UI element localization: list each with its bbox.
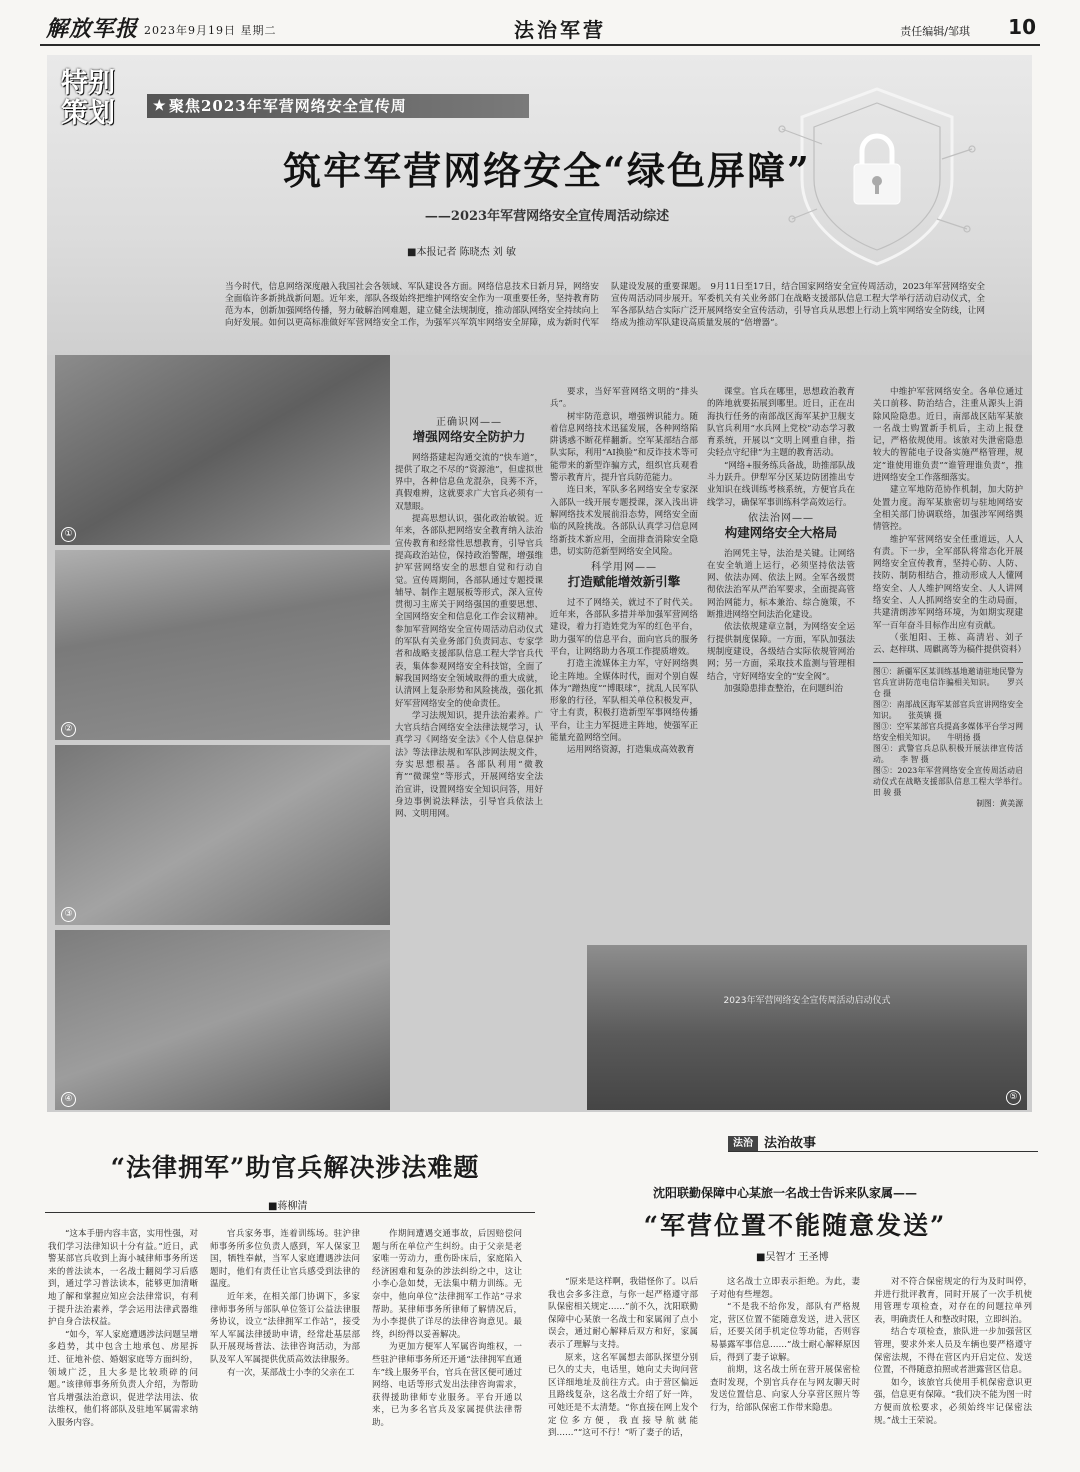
feature-hero xyxy=(47,55,1032,355)
photo-captions xyxy=(873,662,1039,809)
paragraph: 有一次，某部战士小李的父亲在工 xyxy=(227,1367,355,1378)
paragraph: “如今，军人家庭遭遇涉法问题呈增多趋势，其中包含土地承包、房屋拆迁、征地补偿、婚姻家庭等方面纠纷，领域广泛，且大多是比较琐碎的问题。”该律师事务所负责人介绍，为帮助官兵增强法治意识，促进学法用法、依法维权，他们将部队及驻地军属需求纳入服务内容。 xyxy=(48,1329,198,1428)
paragraph: 作期间遭遇交通事故，后因赔偿问题与所在单位产生纠纷。由于父亲是老家唯一劳动力，重伤卧床后，家庭陷入经济困难和复杂的涉法纠纷之中，这让小李心急如焚，无法集中精力训练。无奈中，他向单位“法律拥军工作站”寻求帮助。某律师事务所律师了解情况后，为小李提供了详尽的法律咨询意见。最终，纠纷得以妥善解决。 xyxy=(372,1229,522,1340)
issue-date: 2023年9月19日 星期二 xyxy=(144,24,277,37)
col1-heading: 增强网络安全防护力 xyxy=(412,429,526,445)
masthead xyxy=(40,14,1040,46)
paragraph: 连日来，军队多名网络安全专家深入部队一线开展专题授课，深入浅出讲解网络技术发展前沿态势，网络安全面临的风险挑战。各部队认真学习信息网络新技术新应用，全面排查消除安全隐患，切实防范新型网络安全风险。 xyxy=(550,485,698,557)
paragraph: 要求，当好军营网络文明的“排头兵”。 xyxy=(550,387,698,410)
star-icon: ★ xyxy=(153,98,167,114)
feature-column-4 xyxy=(873,386,1039,941)
photo-3 xyxy=(55,745,390,925)
paragraph: 建立军地防范协作机制，加大防护处置力度。海军某旅密切与驻地网络安全相关部门协调联络，加强涉军网络舆情管控。 xyxy=(873,485,1023,533)
editor-credit: 责任编辑/邹琪 xyxy=(900,25,970,38)
column-tag-label: 法治故事 xyxy=(764,1136,817,1151)
paragraph: 前期，这名战士所在营开展保密检查时发现，个别官兵存在与网友聊天时发送位置信息、向家人分享营区照片等行为，给部队保密工作带来隐患。 xyxy=(710,1365,860,1413)
paragraph: 树牢防范意识，增强辨识能力。随着信息网络技术迅猛发展，各种网络陷阱诱惑不断花样翻新。空军某部结合部队实际，利用“AI换脸”和反诈技术等可能带来的新型诈骗方式，组织官兵观看警示教育片，提升官兵防范能力。 xyxy=(550,411,698,484)
paragraph: 打造主流媒体主力军，守好网络舆论主阵地。全媒体时代，面对个别自媒体为“蹭热度”“博眼球”，扰乱人民军队形象的行径，军队相关单位积极发声，守土有责，积极打造新型军事网络传播平台，让主力军挺进主阵地，使强军正能量充盈网络空间。 xyxy=(550,659,698,744)
feature-column-2 xyxy=(550,386,698,941)
paragraph: 过不了网络关，就过不了时代关。近年来，各部队多措并举加强军营网络建设，着力打造姓党为军的红色平台，助力强军的信息平台，面向官兵的服务平台，让网络助力各项工作提质增效。 xyxy=(550,597,698,657)
divider xyxy=(45,1212,535,1213)
page-number: 10 xyxy=(1008,15,1036,39)
acknowledgement: （张旭阳、王栋、高清岩、刘子云、赵梓琪、周麒离等为稿件提供资料） xyxy=(873,632,1027,656)
photo-number-1: ① xyxy=(61,527,76,542)
paragraph: “这本手册内容丰富，实用性强，对我们学习法律知识十分有益。”近日，武警某部官兵收到上海小城律师事务所送来的普法读本，一名战士翻阅学习后感到，通过学习普法读本，能够更加清晰地了解和掌握应知应会法律常识，有利于提升法治素养，学会运用法律武器维护自身合法权益。 xyxy=(48,1229,198,1328)
paragraph: 提高思想认识，强化政治敏锐。近年来，各部队把网络安全教育纳入法治宣传教育和经常性思想教育，引导官兵提高政治站位，保持政治警醒，增强维护军营网络安全的思想自觉和行动自觉。宣传周期间，各部队通过专题授课辅导、制作主题展板等形式，深入宣传贯彻习主席关于网络强国的重要思想、全国网络安全和信息化工作会议精神。参加军营网络安全宣传周活动启动仪式的军队有关业务部门负责同志、专家学者和战略支援部队信息工程大学官兵代表，集体参观网络安全科技馆，全面了解我国网络安全领域取得的重大成就，认清网上复杂形势和风险挑战，强化抓好军营网络安全的使命责任。 xyxy=(395,514,543,709)
paragraph: 原来，这名军属想去部队探望分别已久的丈夫，电话里，她向丈夫询问营区详细地址及前往方式。由于营区偏远且路线复杂，这名战士介绍了好一阵，可她还是不太清楚。“你直接在网上发个定位多方便，我直接导航就能到……”“这可不行！”听了妻子的话， xyxy=(548,1352,698,1439)
story-column-1 xyxy=(548,1276,698,1460)
story-byline: ■吴智才 王圣博 xyxy=(756,1252,829,1263)
caption: 图⑤：2023年军营网络安全宣传周活动启动仪式在战略支援部队信息工程大学举行。 田 骏 摄 xyxy=(873,765,1039,797)
special-feature-label: 特别 策划 xyxy=(61,68,115,129)
paragraph: “不是我不给你发，部队有严格规定，营区位置不能随意发送，进入营区后，还要关闭手机定位等功能，否则容易暴露军事信息……”战士耐心解释原因后，得到了妻子谅解。 xyxy=(710,1302,860,1363)
photo-4 xyxy=(55,930,390,1110)
paragraph: 课堂。官兵在哪里，思想政治教育的阵地就要拓展到哪里。近日，正在出海执行任务的南部战区海军某护卫舰支队官兵利用“水兵网上党校”动态学习教育系统，开展以“文明上网重自律，指尖轻点守纪律”为主题的教育活动。 xyxy=(707,387,855,459)
photo-5-stage-text: 2023年军营网络安全宣传周活动启动仪式 xyxy=(723,996,891,1006)
feature-column-1 xyxy=(395,413,543,943)
article-column-3 xyxy=(372,1228,522,1460)
article-headline: “法律拥军”助官兵解决涉法难题 xyxy=(110,1153,480,1182)
feature-column-3 xyxy=(707,386,855,941)
focus-banner-text: 聚焦2023年军营网络安全宣传周 xyxy=(169,97,407,115)
paragraph: “原来是这样啊，我错怪你了。以后我也会多多注意，与你一起严格遵守部队保密相关规定……”前不久，沈阳联勤保障中心某旅一名战士和家属闹了点小误会，通过耐心解释后双方和好，家属表示了理解与支持。 xyxy=(548,1277,698,1350)
paragraph: 学习法规知识，提升法治素养。广大官兵结合网络安全法律法规学习，认真学习《网络安全法》《个人信息保护法》等法律法规和军队涉网法规文件，夯实思想根基。各部队利用“微教育”“微课堂”等形式，开展网络安全法治宣讲，设置网络安全知识问答，用好身边事例说法释法，引导官兵依法上网、文明用网。 xyxy=(395,710,543,820)
paragraph: “网络+服务练兵备战，助推部队战斗力跃升。伊犁军分区某边防团推出专业知识在线训练考核系统，方便官兵在线学习，确保军事训练科学高效运行。 xyxy=(707,460,855,508)
feature-headline: 筑牢军营网络安全“绿色屏障” xyxy=(283,148,811,193)
feature-intro: 当今时代，信息网络深度融入我国社会各领域、军队建设各方面。网络信息技术日新月异，网络安全面临许多新挑战新问题。近年来，部队各级始终把维护网络安全作为一项重要任务，坚持教育防范为本，创新加强网络传播，努力破解治网难题，建立健全法规制度，推动部队网络安全持续向上向好发展。如何以更高标准做好军营网络安全工作，为强军兴军筑牢网络安全屏障，成为新时代军队建设发展的重要课题。 9月11日至17日，结合国家网络安全宣传周活动，2023年军营网络安全宣传周活动同步展开。军委机关有关业务部门在战略支援部队信息工程大学举行活动启动仪式，全军各部队结合实际广泛开展网络安全宣传活动，引导官兵从思想上行动上筑牢网络安全防线，让网络成为推动军队建设高质量发展的“倍增器”。 xyxy=(225,282,985,328)
story-pre-title: 沈阳联勤保障中心某旅一名战士告诉来队家属—— xyxy=(652,1186,917,1200)
photo-2 xyxy=(55,550,390,740)
article-column-2 xyxy=(210,1228,360,1460)
graphics-credit: 制图：黄美源 xyxy=(976,798,1023,808)
divider xyxy=(728,1151,1038,1152)
feature-block xyxy=(47,55,1039,1112)
paragraph: 对不符合保密规定的行为及时叫停，并进行批评教育，同时开展了一次手机使用管理专项检查，对存在的问题拉单列表，明确责任人和整改时限，立即纠治。 xyxy=(874,1277,1032,1325)
story-headline: “军营位置不能随意发送” xyxy=(643,1211,947,1240)
feature-subheadline: ——2023年军营网络安全宣传周活动综述 xyxy=(424,209,670,224)
photo-number-2: ② xyxy=(61,722,76,737)
column-tag-icon: 法治 xyxy=(728,1136,758,1152)
feature-byline: ■本报记者 陈晓杰 刘 敏 xyxy=(407,247,516,258)
paragraph: 官兵家务事，连着训练场。驻沪律师事务所多位负责人感到，军人保家卫国，牺牲奉献，当军人家庭遭遇涉法问题时，他们有责任让官兵感受到法律的温度。 xyxy=(210,1229,360,1290)
section-title: 法治军营 xyxy=(514,18,606,42)
article-column-1 xyxy=(48,1228,198,1460)
photo-1 xyxy=(55,355,390,545)
col2-heading: 打造赋能增效新引擎 xyxy=(567,574,681,590)
paragraph: 网络搭建起沟通交流的“快车道”，提供了取之不尽的“资源池”，但虚拟世界中，各种信息鱼龙混杂，良莠不齐，真假难辨，这就要求广大官兵必须有一双慧眼。 xyxy=(395,452,543,512)
photo-number-4: ④ xyxy=(61,1092,76,1107)
paragraph: 为更加方便军人军属咨询维权，一些驻沪律师事务所还开通“法律拥军直通车”线上服务平台，官兵在营区便可通过网络、电话等形式发出法律咨询需求，获得援助律师专业服务。平台开通以来，已为多名官兵及家属提供法律帮助。 xyxy=(372,1342,522,1428)
paragraph: 如今，该旅官兵使用手机保密意识更强，信息更有保障。“我们决不能为图一时方便而放松要求，必须始终牢记保密法规。”战士王荣说。 xyxy=(874,1377,1032,1426)
paragraph: 近年来，在相关部门协调下，多家律师事务所与部队单位签订公益法律服务协议，设立“法律拥军工作站”，接受军人军属法律援助申请，经常赴基层部队开展现场普法、法律咨询活动，为部队及军人军属提供优质高效法律服务。 xyxy=(210,1291,360,1365)
photo-number-5: ⑤ xyxy=(1006,1090,1021,1105)
photo-number-3: ③ xyxy=(61,907,76,922)
col1-kicker: 正确识网—— xyxy=(436,417,502,428)
article-byline: ■蒋柳清 xyxy=(268,1201,308,1212)
paragraph: 加强隐患排查整治，在问题纠治 xyxy=(724,683,844,694)
paragraph: 依法依规建章立制，为网络安全运行提供制度保障。一方面，军队加强法规制度建设，各级结合实际依规管网治网；另一方面，采取技术监测与管理相结合，守好网络安全的“安全阀”。 xyxy=(707,622,855,682)
paragraph: 治网凭主导，法治是关键。让网络在安全轨道上运行，必须坚持依法管网、依法办网、依法上网。全军各级贯彻依法治军从严治军要求，全面提高管网治网能力，标本兼治、综合施策，不断推进网络空间法治化建设。 xyxy=(707,548,855,621)
focus-banner xyxy=(147,94,529,118)
paragraph: 中维护军营网络安全。各单位通过关口前移、防治结合，注重从源头上消除风险隐患。近日，南部战区陆军某旅一名战士购置新手机后，主动上报登记，严格依规使用。该旅对失泄密隐患较大的智能电子设备实施严格管理，规定“谁使用谁负责”“谁管理谁负责”，推进网络安全工作落细落实。 xyxy=(873,387,1023,484)
story-column-3 xyxy=(874,1276,1032,1460)
caption: 图②：南部战区海军某部官兵宣讲网络安全知识。 张英镇 摄 xyxy=(873,699,1023,720)
caption: 图④：武警官兵总队积极开展法律宣传活动。 李 智 摄 xyxy=(873,743,1023,764)
col2-kicker: 科学用网—— xyxy=(591,562,657,574)
paragraph: 结合专项检查，旅队进一步加强营区管理，要求外来人员及车辆也要严格遵守保密法规，不得在营区内开启定位、发送位置，不得随意拍照或者泄露营区信息。 xyxy=(874,1327,1032,1376)
photo-5 xyxy=(587,945,1027,1110)
paragraph: 维护军营网络安全任重道远，人人有责。下一步，全军部队将常态化开展网络安全宣传教育，坚持心防、人防、技防、制防相结合，推动形成人人懂网络安全、人人维护网络安全、人人讲网络安全、人人抓网络安全的生动局面，共建清朗涉军网络环境，为如期实现建军一百年奋斗目标作出应有贡献。 xyxy=(873,534,1023,631)
story-column-tag xyxy=(728,1132,878,1152)
col3-heading: 构建网络安全大格局 xyxy=(724,525,838,541)
paragraph: 这名战士立即表示拒绝。为此，妻子对他有些埋怨。 xyxy=(710,1277,860,1300)
caption: 图③：空军某部官兵提高多媒体平台学习网络安全相关知识。 牛明扬 摄 xyxy=(873,721,1023,742)
story-column-2 xyxy=(710,1276,860,1460)
col3-kicker: 依法治网—— xyxy=(748,512,814,524)
newspaper-logo: 解放军报 xyxy=(46,16,139,42)
paragraph: 运用网络资源，打造集成高效教育 xyxy=(567,745,695,756)
caption: 图①：新疆军区某训练基地邀请驻地民警为官兵宣讲防范电信诈骗相关知识。 罗兴仓 摄 xyxy=(873,666,1023,698)
